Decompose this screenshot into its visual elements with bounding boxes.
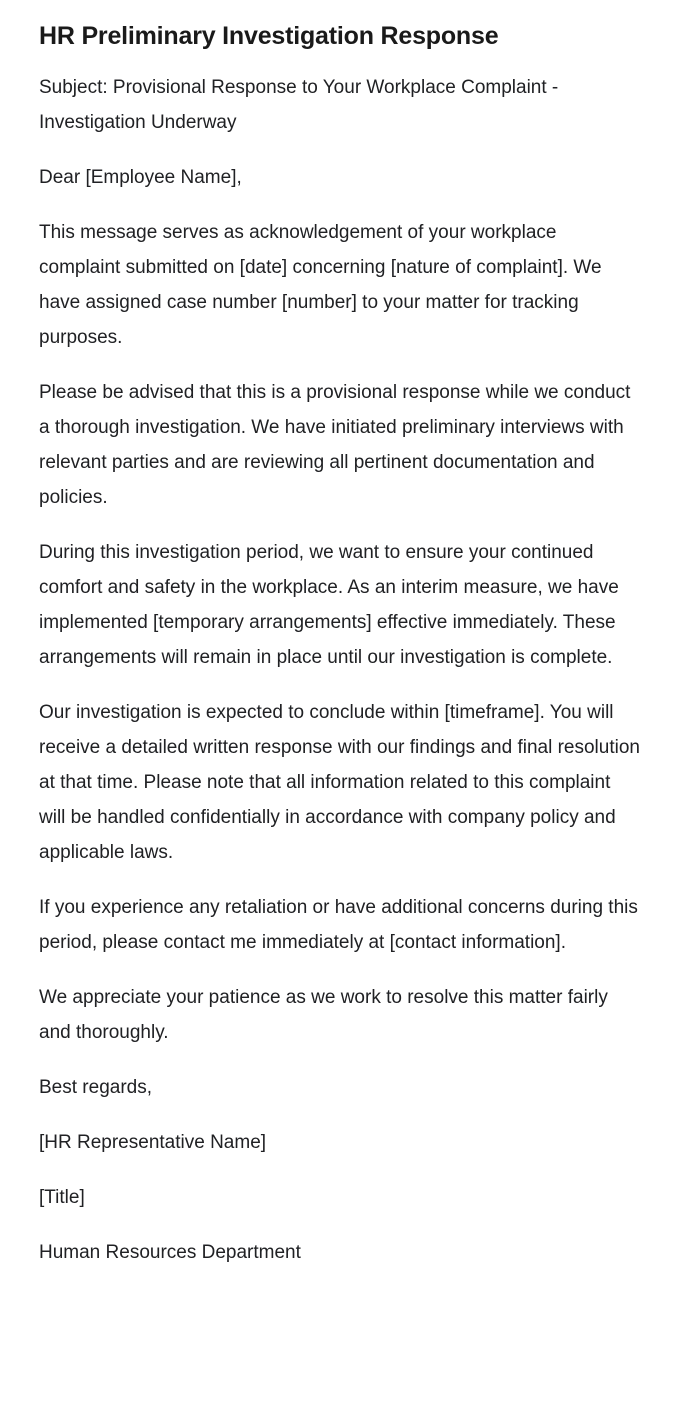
signature-title: [Title]: [39, 1187, 85, 1208]
signature-department: Human Resources Department: [39, 1242, 301, 1263]
paragraph-interim-measures: During this investigation period, we want to ensure your continued comfort and safety in the workplace. As an interim measure, we have implemented [temporary arrangements] effective immediately. These arrangements will remain in place until our investigation is complete.: [39, 542, 619, 668]
subject-line: Subject: Provisional Response to Your Workplace Complaint - Investigation Underway: [39, 77, 559, 133]
signature-name: [HR Representative Name]: [39, 1132, 267, 1153]
closing-salutation: Best regards,: [39, 1077, 152, 1098]
page-title: HR Preliminary Investigation Response: [39, 22, 499, 50]
paragraph-timeline-confidentiality: Our investigation is expected to conclude within [timeframe]. You will receive a detailed written response with our findings and final resolution at that time. Please note that all information related to this complaint will be handled confidentially in accordance with company policy and applicable laws.: [39, 702, 640, 863]
paragraph-appreciation: We appreciate your patience as we work to resolve this matter fairly and thoroughly.: [39, 987, 608, 1043]
paragraph-retaliation-contact: If you experience any retaliation or have additional concerns during this period, please contact me immediately at [contact information].: [39, 897, 638, 953]
paragraph-acknowledgement: This message serves as acknowledgement of your workplace complaint submitted on [date] concerning [nature of complaint]. We have assigned case number [number] to your matter for tracking purposes.: [39, 222, 602, 348]
paragraph-provisional-notice: Please be advised that this is a provisional response while we conduct a thorough investigation. We have initiated preliminary interviews with relevant parties and are reviewing all pertinent documentation and policies.: [39, 382, 631, 508]
salutation: Dear [Employee Name],: [39, 167, 242, 188]
